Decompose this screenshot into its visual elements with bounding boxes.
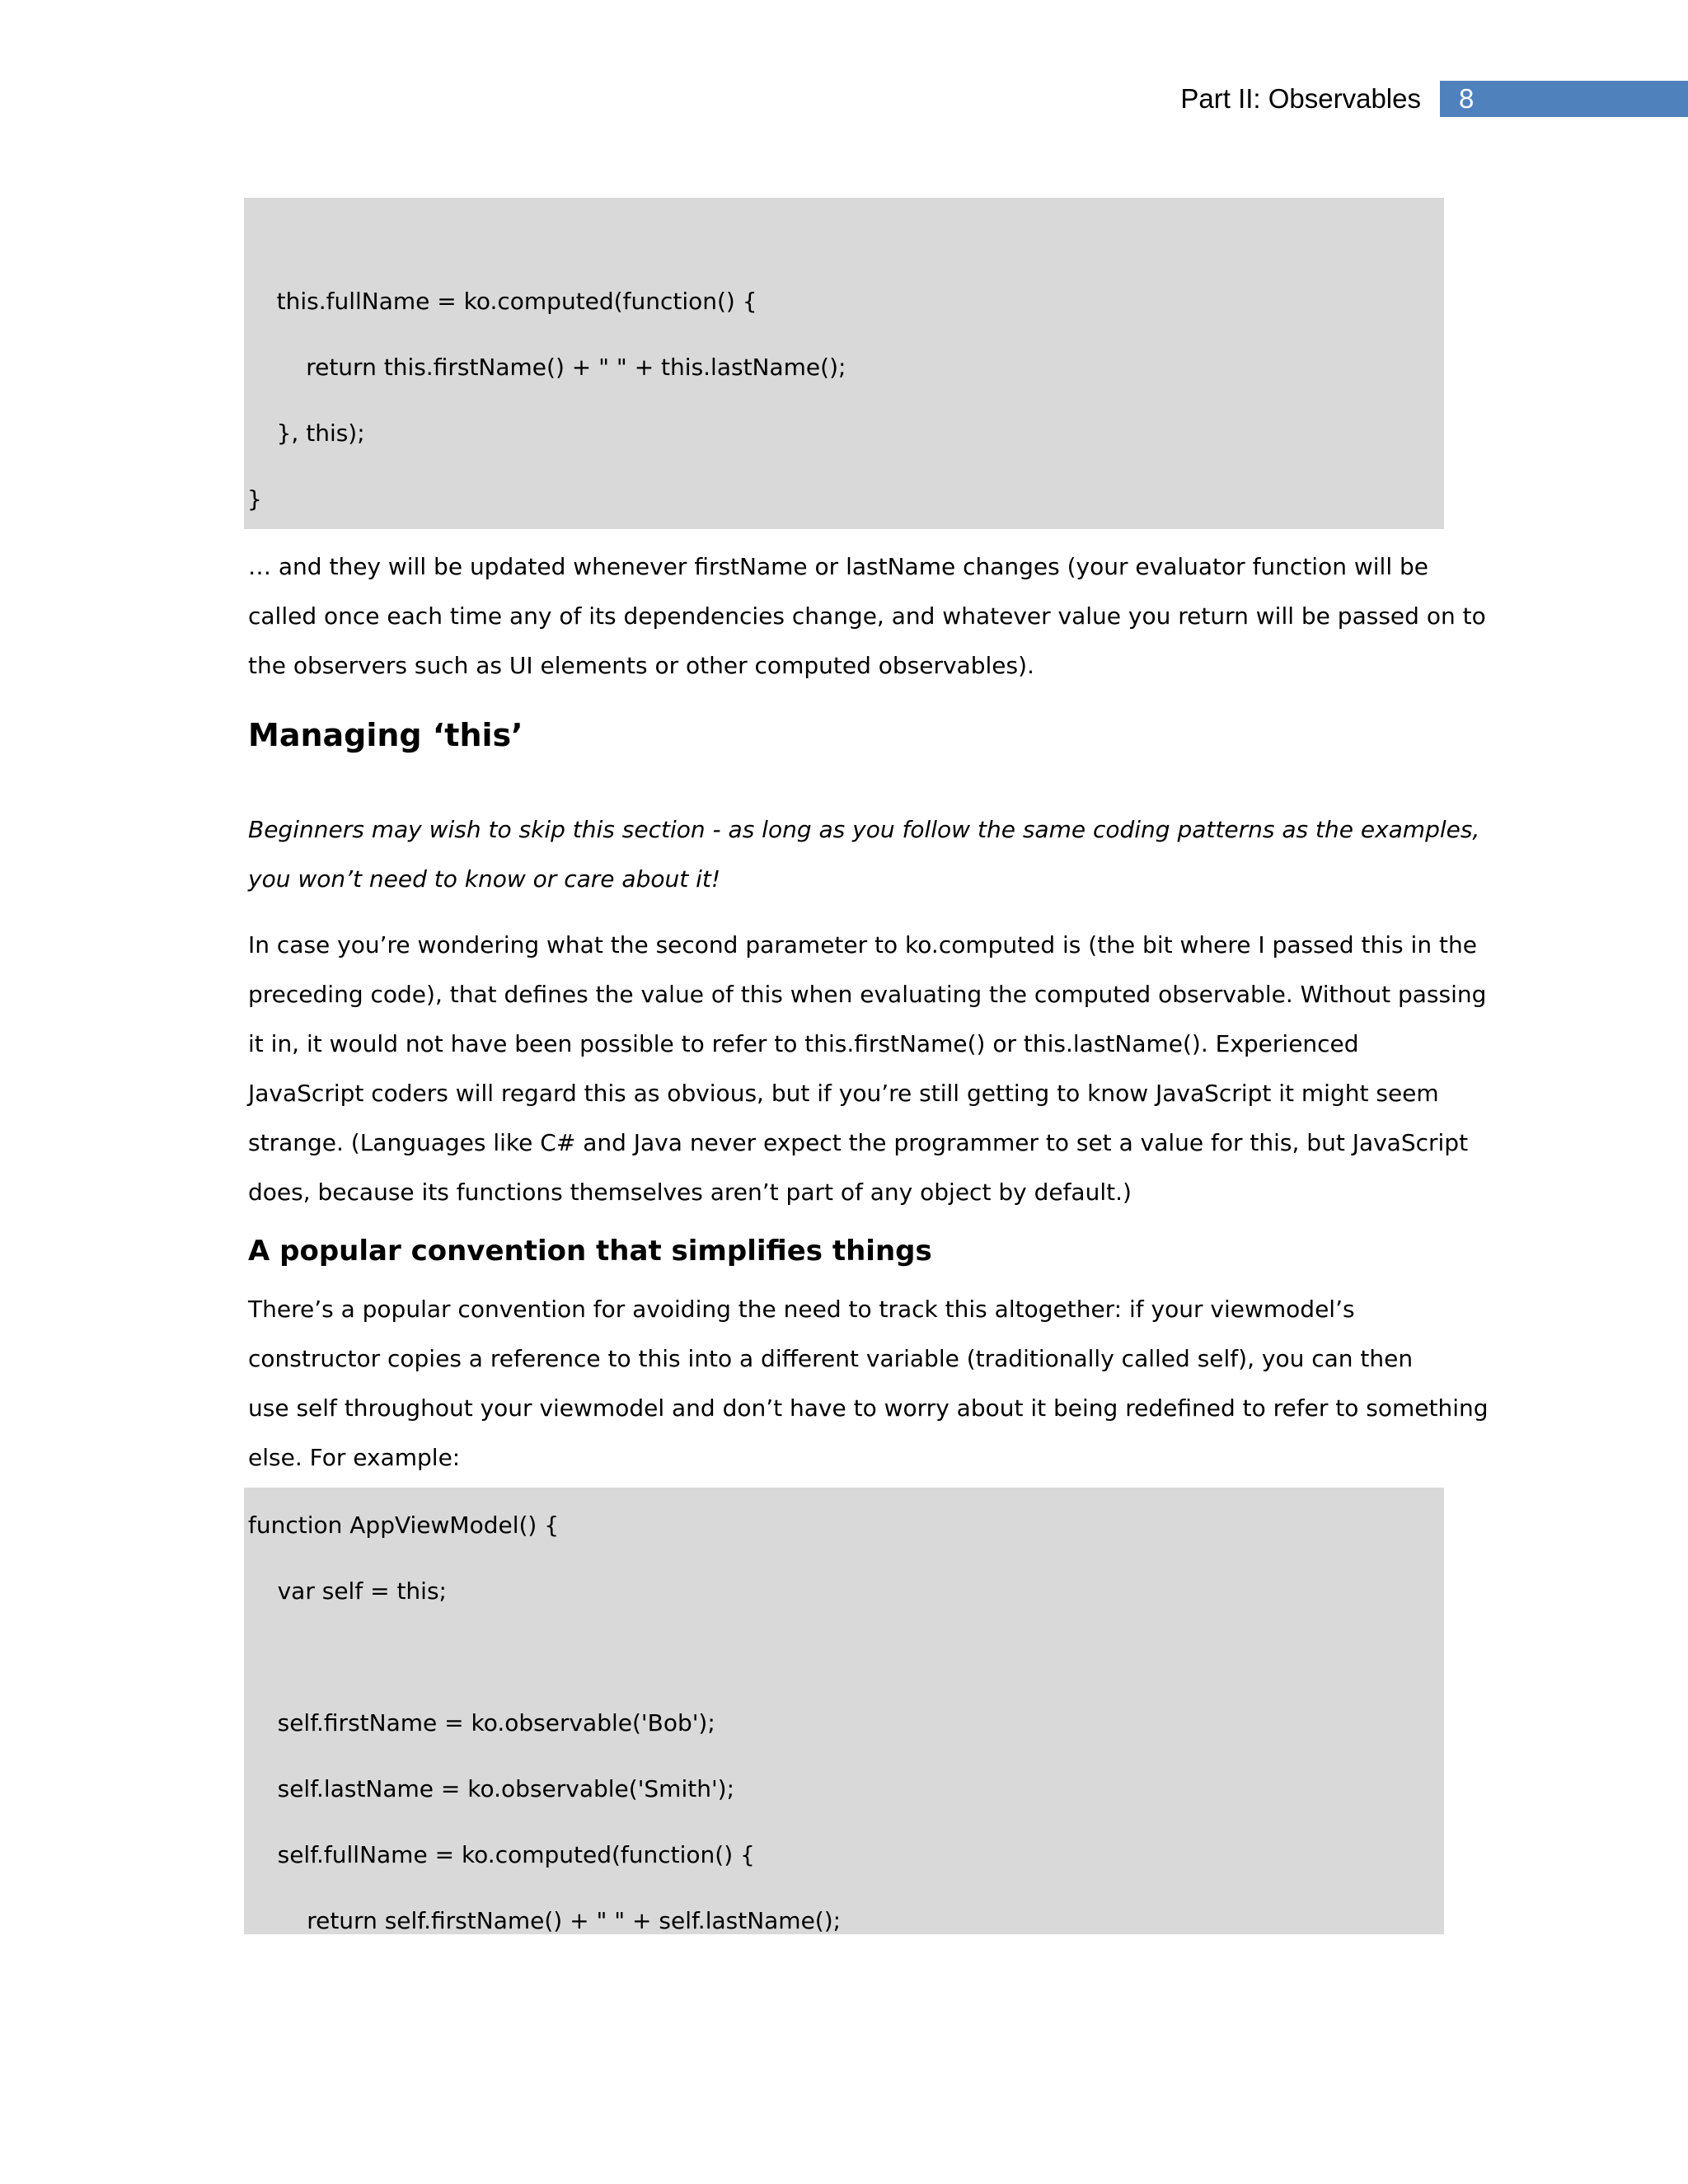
paragraph-line: else. For example: — [248, 1444, 461, 1471]
paragraph-line: strange. (Languages like C# and Java never expect the programmer to set a value for this, but JavaScript — [248, 1129, 1469, 1156]
code-line: var self = this; — [248, 1577, 447, 1605]
code-line: function AppViewModel() { — [248, 1511, 560, 1539]
code-block-app-view-model — [244, 1488, 1444, 1934]
code-line: return this.firstName() + " " + this.lastName(); — [247, 354, 846, 381]
paragraph-line: called once each time any of its dependencies change, and whatever value you return will be passed on to — [248, 602, 1486, 630]
paragraph-line: does, because its functions themselves aren’t part of any object by default.) — [248, 1179, 1132, 1206]
code-line: } — [247, 485, 262, 513]
paragraph-line: There’s a popular convention for avoiding the need to track this altogether: if your viewmodel’s — [248, 1296, 1355, 1323]
paragraph-line: JavaScript coders will regard this as obvious, but if you’re still getting to know JavaScript it might seem — [248, 1080, 1439, 1107]
page-number: 8 — [1459, 83, 1475, 114]
code-line: self.lastName = ko.observable('Smith'); — [248, 1775, 735, 1802]
section-heading-popular-convention: A popular convention that simplifies things — [248, 1235, 932, 1268]
code-line: self.fullName = ko.computed(function() { — [248, 1841, 755, 1868]
paragraph-line: preceding code), that defines the value of this when evaluating the computed observable. Without passing — [248, 981, 1487, 1008]
paragraph-line: In case you’re wondering what the second parameter to ko.computed is (the bit where I passed this in the — [248, 931, 1477, 958]
paragraph-line: use self throughout your viewmodel and don’t have to worry about it being redefined to refer to something — [248, 1394, 1489, 1422]
paragraph-line: the observers such as UI elements or other computed observables). — [248, 652, 1034, 679]
code-line: }, this); — [247, 419, 365, 447]
code-line: self.firstName = ko.observable('Bob'); — [248, 1709, 715, 1736]
section-heading-managing-this: Managing ‘this’ — [248, 717, 523, 753]
note-line: Beginners may wish to skip this section - as long as you follow the same coding patterns as the examples, — [248, 816, 1480, 843]
paragraph-line: constructor copies a reference to this into a different variable (traditionally called self), you can then — [248, 1345, 1414, 1372]
running-header-title: Part II: Observables — [1180, 83, 1421, 114]
code-block-fullname-computed — [244, 198, 1444, 529]
paragraph-line: … and they will be updated whenever firstName or lastName changes (your evaluator function will be — [248, 553, 1428, 580]
code-line: this.fullName = ko.computed(function() { — [247, 288, 757, 315]
code-line: return self.firstName() + " " + self.lastName(); — [248, 1907, 842, 1934]
page-number-tab — [1440, 81, 1688, 117]
paragraph-line: it in, it would not have been possible to refer to this.firstName() or this.lastName(). Experienced — [248, 1030, 1359, 1057]
note-line: you won’t need to know or care about it! — [248, 865, 721, 893]
